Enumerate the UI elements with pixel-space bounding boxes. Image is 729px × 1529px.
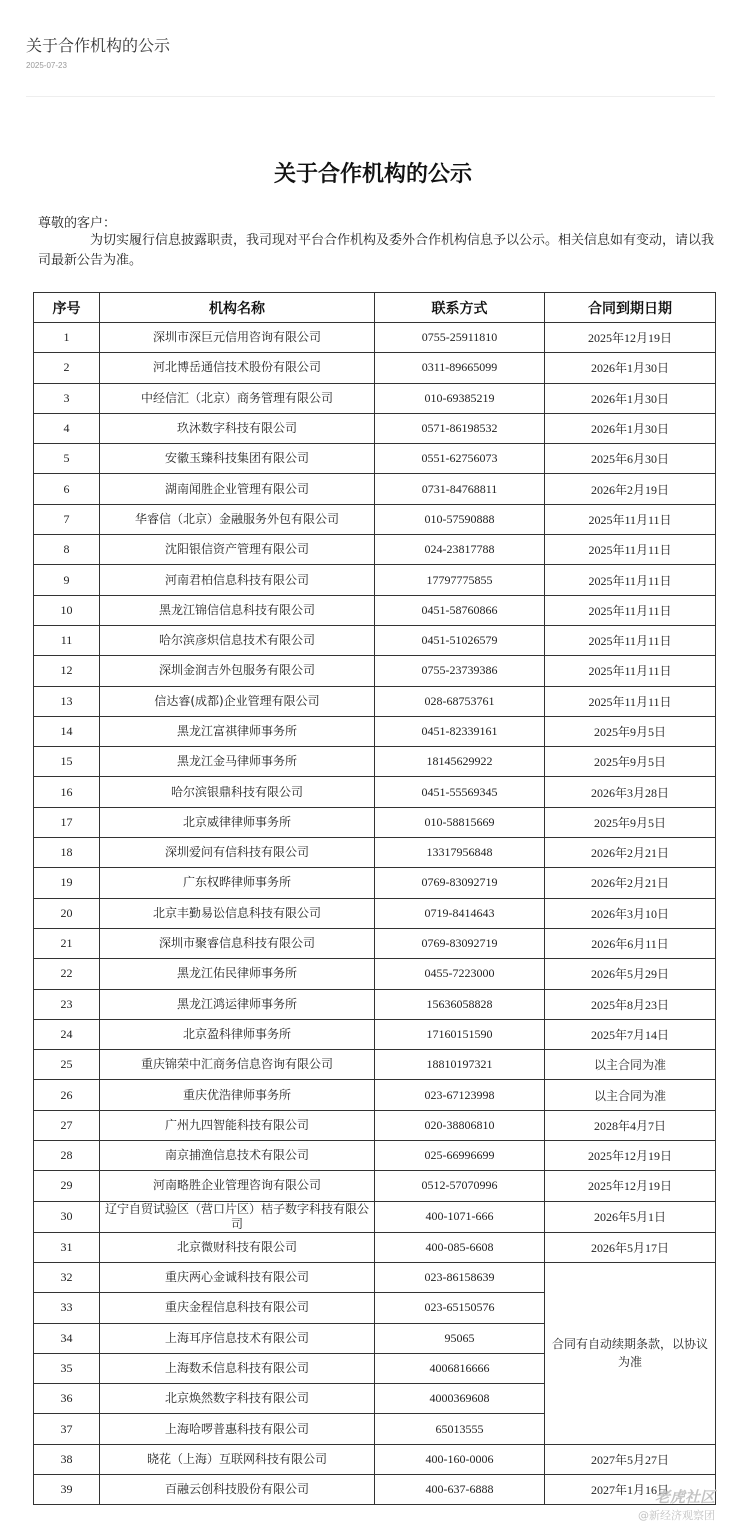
org-contact: 0755-25911810: [375, 323, 545, 353]
table-row: [34, 353, 716, 383]
org-contact: 0755-23739386: [375, 656, 545, 686]
org-contact: 18145629922: [375, 747, 545, 777]
table-row: [34, 504, 716, 534]
header-contact: 联系方式: [375, 293, 545, 323]
row-index: 31: [34, 1232, 100, 1262]
contract-note: 合同有自动续期条款，以协议为准: [545, 1262, 716, 1444]
org-name: 北京盈科律师事务所: [100, 1019, 375, 1049]
org-contact: 0571-86198532: [375, 413, 545, 443]
org-name: 百融云创科技股份有限公司: [100, 1474, 375, 1504]
table-row: [34, 625, 716, 655]
table-row: [34, 1141, 716, 1171]
org-name: 黑龙江金马律师事务所: [100, 747, 375, 777]
row-index: 33: [34, 1293, 100, 1323]
table-row: [34, 868, 716, 898]
watermark-handle: @新经济观察团: [638, 1509, 715, 1522]
row-index: 2: [34, 353, 100, 383]
org-name: 黑龙江锦信信息科技有限公司: [100, 595, 375, 625]
table-row: [34, 656, 716, 686]
org-contact: 023-67123998: [375, 1080, 545, 1110]
org-name: 河南君柏信息科技有限公司: [100, 565, 375, 595]
org-name: 重庆优浩律师事务所: [100, 1080, 375, 1110]
table-row: [34, 1444, 716, 1474]
row-index: 26: [34, 1080, 100, 1110]
contract-expiry: 2025年12月19日: [545, 1171, 716, 1201]
org-name: 深圳爱问有信科技有限公司: [100, 838, 375, 868]
table-row: [34, 565, 716, 595]
row-index: 36: [34, 1384, 100, 1414]
contract-expiry: 2026年3月10日: [545, 898, 716, 928]
org-name: 广东权晔律师事务所: [100, 868, 375, 898]
org-contact: 0451-82339161: [375, 716, 545, 746]
row-index: 23: [34, 989, 100, 1019]
table-row: [34, 413, 716, 443]
contract-expiry: 2025年11月11日: [545, 656, 716, 686]
contract-expiry: 2026年6月11日: [545, 928, 716, 958]
table-row: [34, 777, 716, 807]
header-expiry: 合同到期日期: [545, 293, 716, 323]
org-name: 广州九四智能科技有限公司: [100, 1110, 375, 1140]
org-name: 哈尔滨银鼎科技有限公司: [100, 777, 375, 807]
table-row: [34, 1171, 716, 1201]
org-contact: 0451-58760866: [375, 595, 545, 625]
table-row: [34, 898, 716, 928]
org-name: 河北博岳通信技术股份有限公司: [100, 353, 375, 383]
org-name: 深圳金润吉外包服务有限公司: [100, 656, 375, 686]
org-name: 上海数禾信息科技有限公司: [100, 1353, 375, 1383]
org-contact: 400-085-6608: [375, 1232, 545, 1262]
org-contact: 400-637-6888: [375, 1474, 545, 1504]
row-index: 15: [34, 747, 100, 777]
row-index: 39: [34, 1474, 100, 1504]
row-index: 12: [34, 656, 100, 686]
watermark-brand: 老虎社区: [654, 1488, 715, 1506]
table-row: [34, 1262, 716, 1292]
org-name: 玖沐数字科技有限公司: [100, 413, 375, 443]
org-contact: 0455-7223000: [375, 959, 545, 989]
contract-expiry: 2026年5月17日: [545, 1232, 716, 1262]
contract-expiry: 2028年4月7日: [545, 1110, 716, 1140]
contract-expiry: 2025年9月5日: [545, 716, 716, 746]
row-index: 9: [34, 565, 100, 595]
org-contact: 0769-83092719: [375, 928, 545, 958]
org-name: 上海耳序信息技术有限公司: [100, 1323, 375, 1353]
row-index: 4: [34, 413, 100, 443]
watermark: [638, 1486, 715, 1523]
row-index: 32: [34, 1262, 100, 1292]
article-date: 2025-07-23: [26, 61, 67, 70]
org-contact: 4000369608: [375, 1384, 545, 1414]
org-name: 重庆金程信息科技有限公司: [100, 1293, 375, 1323]
org-contact: 025-66996699: [375, 1141, 545, 1171]
org-contact: 010-57590888: [375, 504, 545, 534]
row-index: 35: [34, 1353, 100, 1383]
row-index: 24: [34, 1019, 100, 1049]
org-contact: 13317956848: [375, 838, 545, 868]
org-contact: 010-69385219: [375, 383, 545, 413]
org-name: 北京微财科技有限公司: [100, 1232, 375, 1262]
table-row: [34, 1019, 716, 1049]
table-row: [34, 535, 716, 565]
org-name: 湖南闻胜企业管理有限公司: [100, 474, 375, 504]
row-index: 22: [34, 959, 100, 989]
contract-expiry: 2025年9月5日: [545, 807, 716, 837]
org-name: 华睿信（北京）金融服务外包有限公司: [100, 504, 375, 534]
table-row: [34, 686, 716, 716]
org-contact: 400-160-0006: [375, 1444, 545, 1474]
table-row: [34, 838, 716, 868]
contract-expiry: 2026年5月29日: [545, 959, 716, 989]
org-name: 晓花（上海）互联网科技有限公司: [100, 1444, 375, 1474]
contract-expiry: 2025年12月19日: [545, 1141, 716, 1171]
header-divider: [26, 96, 715, 97]
table-row: [34, 959, 716, 989]
contract-expiry: 2025年11月11日: [545, 504, 716, 534]
contract-expiry: 2026年5月1日: [545, 1201, 716, 1232]
row-index: 13: [34, 686, 100, 716]
org-name: 安徽玉臻科技集团有限公司: [100, 444, 375, 474]
table-body: [34, 323, 716, 1505]
org-contact: 023-86158639: [375, 1262, 545, 1292]
org-contact: 4006816666: [375, 1353, 545, 1383]
table-row: [34, 747, 716, 777]
row-index: 8: [34, 535, 100, 565]
org-contact: 0451-55569345: [375, 777, 545, 807]
row-index: 29: [34, 1171, 100, 1201]
row-index: 25: [34, 1050, 100, 1080]
row-index: 16: [34, 777, 100, 807]
row-index: 27: [34, 1110, 100, 1140]
row-index: 5: [34, 444, 100, 474]
table-row: [34, 989, 716, 1019]
contract-expiry: 2026年2月21日: [545, 868, 716, 898]
contract-expiry: 2027年5月27日: [545, 1444, 716, 1474]
org-contact: 024-23817788: [375, 535, 545, 565]
contract-expiry: 2026年2月21日: [545, 838, 716, 868]
org-contact: 0731-84768811: [375, 474, 545, 504]
table-row: [34, 595, 716, 625]
document-title: 关于合作机构的公示: [273, 162, 472, 187]
org-contact: 65013555: [375, 1414, 545, 1444]
partner-table: [33, 292, 716, 1505]
row-index: 18: [34, 838, 100, 868]
org-name: 黑龙江富祺律师事务所: [100, 716, 375, 746]
contract-expiry: 2025年11月11日: [545, 625, 716, 655]
row-index: 14: [34, 716, 100, 746]
org-name: 黑龙江鸿运律师事务所: [100, 989, 375, 1019]
org-contact: 17797775855: [375, 565, 545, 595]
table-row: [34, 1232, 716, 1262]
table-row: [34, 716, 716, 746]
contract-expiry: 2025年8月23日: [545, 989, 716, 1019]
row-index: 6: [34, 474, 100, 504]
row-index: 38: [34, 1444, 100, 1474]
contract-expiry: 2027年1月16日: [545, 1474, 716, 1504]
org-name: 北京丰勤易讼信息科技有限公司: [100, 898, 375, 928]
contract-expiry: 2025年7月14日: [545, 1019, 716, 1049]
org-contact: 17160151590: [375, 1019, 545, 1049]
org-contact: 0551-62756073: [375, 444, 545, 474]
table-row: [34, 474, 716, 504]
row-index: 28: [34, 1141, 100, 1171]
intro-paragraph: 为切实履行信息披露职责，我司现对平台合作机构及委外合作机构信息予以公示。相关信息如有变动，请以我司最新公告为准。: [38, 233, 715, 268]
table-row: [34, 1474, 716, 1504]
org-contact: 028-68753761: [375, 686, 545, 716]
table-row: [34, 383, 716, 413]
row-index: 11: [34, 625, 100, 655]
contract-expiry: 2025年11月11日: [545, 565, 716, 595]
row-index: 37: [34, 1414, 100, 1444]
contract-expiry: 2025年9月5日: [545, 747, 716, 777]
row-index: 1: [34, 323, 100, 353]
org-contact: 0769-83092719: [375, 868, 545, 898]
table-row: [34, 1080, 716, 1110]
row-index: 19: [34, 868, 100, 898]
org-contact: 020-38806810: [375, 1110, 545, 1140]
org-name: 重庆两心金诚科技有限公司: [100, 1262, 375, 1292]
row-index: 17: [34, 807, 100, 837]
org-contact: 18810197321: [375, 1050, 545, 1080]
table-row: [34, 1110, 716, 1140]
row-index: 21: [34, 928, 100, 958]
article-title: 关于合作机构的公示: [26, 36, 171, 55]
org-name: 哈尔滨彦炽信息技术有限公司: [100, 625, 375, 655]
org-name: 北京威律律师事务所: [100, 807, 375, 837]
header-index: 序号: [34, 293, 100, 323]
contract-expiry: 2025年11月11日: [545, 535, 716, 565]
org-contact: 400-1071-666: [375, 1201, 545, 1232]
contract-expiry: 2025年12月19日: [545, 323, 716, 353]
table-row: [34, 323, 716, 353]
table-row: [34, 444, 716, 474]
org-contact: 15636058828: [375, 989, 545, 1019]
table-row: [34, 1201, 716, 1232]
org-name: 黑龙江佑民律师事务所: [100, 959, 375, 989]
org-name: 上海哈啰普惠科技有限公司: [100, 1414, 375, 1444]
row-index: 20: [34, 898, 100, 928]
org-name: 辽宁自贸试验区（营口片区）桔子数字科技有限公司: [100, 1201, 375, 1232]
header-name: 机构名称: [100, 293, 375, 323]
table-row: [34, 807, 716, 837]
org-name: 沈阳银信资产管理有限公司: [100, 535, 375, 565]
table-row: [34, 928, 716, 958]
org-name: 深圳市深巨元信用咨询有限公司: [100, 323, 375, 353]
contract-expiry: 以主合同为准: [545, 1080, 716, 1110]
org-name: 深圳市聚睿信息科技有限公司: [100, 928, 375, 958]
row-index: 3: [34, 383, 100, 413]
org-contact: 95065: [375, 1323, 545, 1353]
org-contact: 0311-89665099: [375, 353, 545, 383]
contract-expiry: 2026年2月19日: [545, 474, 716, 504]
contract-expiry: 2025年6月30日: [545, 444, 716, 474]
contract-expiry: 以主合同为准: [545, 1050, 716, 1080]
contract-expiry: 2026年1月30日: [545, 413, 716, 443]
org-name: 信达睿(成都)企业管理有限公司: [100, 686, 375, 716]
contract-expiry: 2026年1月30日: [545, 353, 716, 383]
org-name: 河南略胜企业管理咨询有限公司: [100, 1171, 375, 1201]
row-index: 7: [34, 504, 100, 534]
contract-expiry: 2026年3月28日: [545, 777, 716, 807]
org-name: 重庆锦荣中汇商务信息咨询有限公司: [100, 1050, 375, 1080]
org-contact: 023-65150576: [375, 1293, 545, 1323]
contract-expiry: 2025年11月11日: [545, 686, 716, 716]
org-contact: 0719-8414643: [375, 898, 545, 928]
contract-expiry: 2026年1月30日: [545, 383, 716, 413]
org-contact: 0451-51026579: [375, 625, 545, 655]
org-contact: 010-58815669: [375, 807, 545, 837]
org-name: 中经信汇（北京）商务管理有限公司: [100, 383, 375, 413]
table-header-row: [34, 293, 716, 323]
contract-expiry: 2025年11月11日: [545, 595, 716, 625]
row-index: 30: [34, 1201, 100, 1232]
table-row: [34, 1050, 716, 1080]
greeting: 尊敬的客户：: [38, 216, 117, 231]
org-name: 北京焕然数字科技有限公司: [100, 1384, 375, 1414]
row-index: 10: [34, 595, 100, 625]
row-index: 34: [34, 1323, 100, 1353]
org-name: 南京捕渔信息技术有限公司: [100, 1141, 375, 1171]
org-contact: 0512-57070996: [375, 1171, 545, 1201]
